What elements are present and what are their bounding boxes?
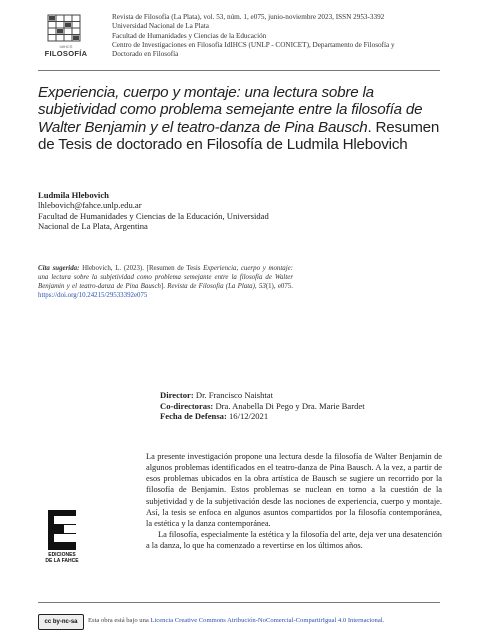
header-line: Facultad de Humanidades y Ciencias de la Educación [112,31,267,40]
header-line: Universidad Nacional de La Plata [112,22,209,31]
citation-label: Cita sugerida: [38,265,80,272]
author-block [38,190,288,232]
ediciones-label [38,552,86,564]
citation-journal: Revista de Filosofía (La Plata), 53 [167,283,266,291]
suggested-citation [38,264,293,300]
header-line: Revista de Filosofía (La Plata), vol. 53, núm. 1, e075, junio-noviembre 2023, ISSN 2953-3392 [112,13,385,21]
director-label: Director: [160,390,194,400]
footer-divider [38,602,440,603]
defense-date-label: Fecha de Defensa: [160,411,227,422]
cc-license-label: cc by-nc-sa [44,619,78,625]
ediciones-line: EDICIONES [48,552,76,558]
abstract-body [146,451,442,551]
codirectoras-names: Dra. Anabella Di Pego y Dra. Marie Bardet [213,400,365,411]
journal-header [112,13,452,59]
thesis-directors [160,390,420,422]
body-paragraph: La presente investigación propone una lectura desde la filosofía de Walter Benjamin de algunos problemas identificados en el teatro-danza de Pina Bausch. A la vez, a partir de esos problemas ubicados en la obra artística de Bausch se sugiere un recorrido por la filosofía de Benjamin. Estos problemas se nuclean en torno a la cuestión de la subjetividad y de la subjetivación desde las nociones de experiencia, cuerpo y montaje. Así, la tesis se enfoca en algunos asuntos compartidos por la filosofía contemporánea, la estética y la danza contemporánea. [146,452,442,528]
citation-title: Experiencia, cuerpo y montaje: una lectura sobre la subjetividad como problema semejante entre la filosofía de Walter Benjamin y el teatro-danza de Pina Bausch [38,265,293,291]
director-name: Dr. Francisco Naishtat [193,390,273,400]
citation-text: Hlebovich, L. (2023). [Resumen de Tesis [79,265,204,272]
logo-label: FILOSOFÍA [44,49,88,58]
cc-license-badge[interactable] [38,614,84,630]
title-italic: Experiencia, cuerpo y montaje: una lectura sobre la subjetividad como problema semejante entre la filosofía de Walter Benjamin y el teatro-danza de Pina Bausch [38,84,423,136]
license-text: Esta obra está bajo una [88,617,151,624]
citation-text: (1), e075. [265,283,293,291]
ediciones-e-icon [42,508,82,552]
defense-date: 16/12/2021 [226,411,269,422]
author-email[interactable]: lhlebovich@fahce.unlp.edu.ar [38,200,142,211]
header-divider [38,70,440,71]
codirectoras-line [160,401,420,412]
director-line [160,390,420,401]
license-footer [88,617,448,624]
header-line: Doctorado en Filosofía [112,50,179,59]
author-affiliation: Facultad de Humanidades y Ciencias de la Educación, Universidad Nacional de La Plata, Argentina [38,210,269,232]
author-name: Ludmila Hlebovich [38,190,109,200]
defense-date-line [160,411,420,422]
journal-logo [38,13,92,63]
article-title [38,84,440,153]
logo-sublabel: IdIHCS [59,44,73,49]
title-regular: . Resumen de Tesis de doctorado en Filosofía de Ludmila Hlebovich [38,118,440,153]
header-line: Centro de Investigaciones en Filosofía IdIHCS (UNLP - CONICET), Departamento de Filosofía y [112,40,395,49]
body-paragraph: La filosofía, especialmente la estética y la filosofía del arte, deja ver una desatención a la danza, lo que ha comenzado a revertirse en los últimos años. [146,530,442,551]
citation-text: ]. [160,283,168,291]
codirectoras-label: Co-directoras: [160,400,214,411]
ediciones-fahce-logo [42,508,82,578]
citation-doi-link[interactable]: https://doi.org/10.24215/29533392e075 [38,292,148,300]
license-link[interactable]: Licencia Creative Commons Atribución-NoComercial-CompartirIgual 4.0 Internacional. [150,617,385,624]
ediciones-line: DE LA FAHCE [45,558,79,564]
